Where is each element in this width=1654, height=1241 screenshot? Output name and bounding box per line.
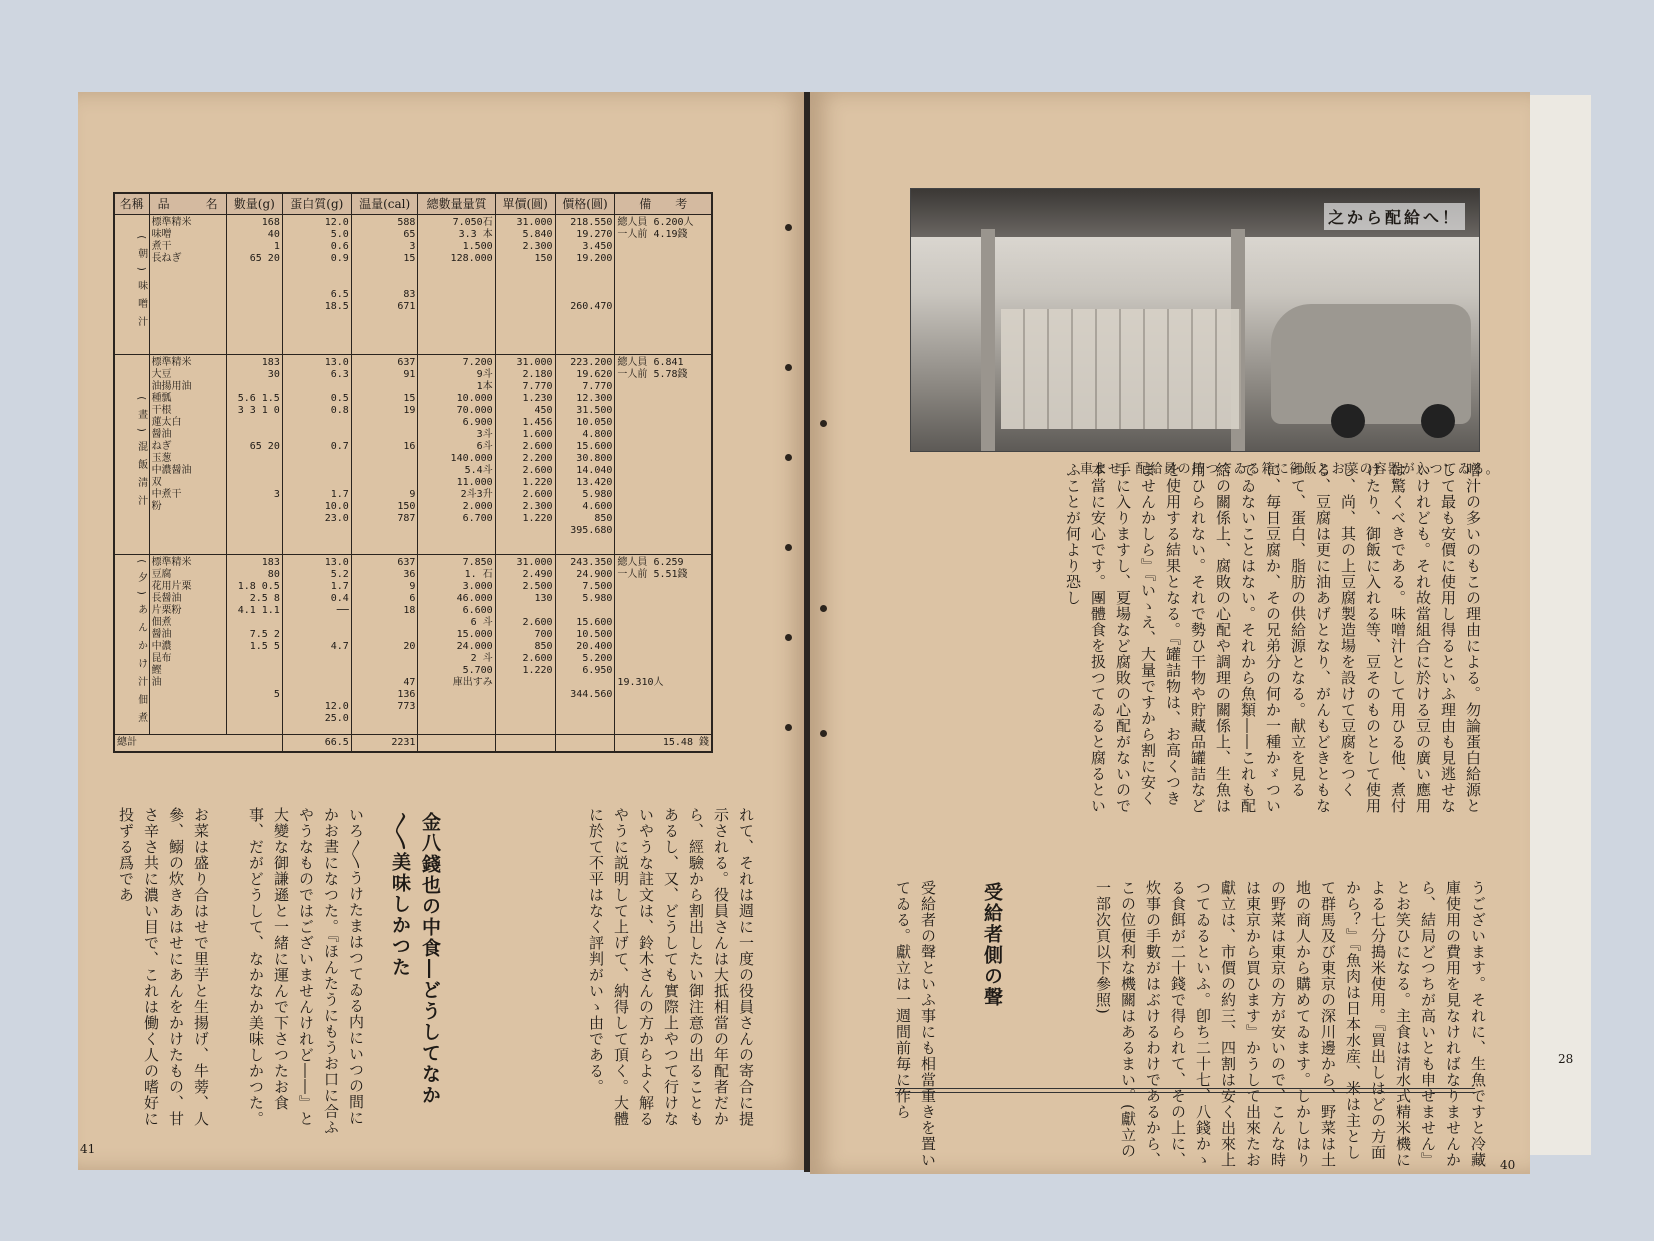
col-cal: 温量(cal) (351, 193, 418, 215)
total-cal: 2231 (351, 735, 418, 753)
group-name: (朝)味噌汁 (114, 215, 149, 355)
group-unit: 31.000 2.180 7.770 1.230 450 1.456 1.600 2.600 2.200 2.600 1.220 2.600 2.300 1.220 (495, 355, 555, 555)
table-header-row (114, 193, 712, 215)
group-total: 7.200 9斗 1本 10.000 70.000 6.900 3斗 6斗 140.000 5.4斗 11.000 2斗3升 2.000 6.700 (418, 355, 495, 555)
body-text-para1 (458, 807, 758, 1137)
total-label: 總計 (114, 735, 282, 753)
photo-crates (1001, 309, 1241, 429)
photo-title: 之から配給へ！ (1324, 203, 1465, 230)
section-heading: 金八錢也の中食―どうしてなか〳〵美味しかつた (389, 812, 441, 1106)
table-row (114, 555, 712, 735)
group-total: 7.850 1. 石 3.000 46.000 6.600 6 斗 15.000 24.000 2 斗 5.700 庫出すみ (418, 555, 495, 735)
page-number-left: 41 (80, 1142, 96, 1156)
group-items: 標準精米 豆腐 花用片栗 長醤油 片栗粉 佃煮 醤油 中濃 昆布 鰹 油 (149, 555, 226, 735)
body-text-lower: うございます。それに、生魚ですと冷藏庫使用の費用を見なければなりませんから、結局どつちが高いとも申せません』とお笑ひになる。主食は清水式精米機による七分搗米使用。『買出しはどの方面から？』『魚肉は日本水産、米は主として群馬及び東京の深川邊から、野菜は土地の商人から購めてゐます。しかしはりの野菜は東京の方が安いので、こんな時は東京から買ひます』かうして出來たお獻立は、市價の約三、四割は安く出來上つてゐるといふ。卽ち二十七、八錢かゝる食餌が二十錢で得られて、その上に、炊事の手數がはぶけるわけであるから、この位便利な機關はあるまい。(獻立の一部次頁以下參照) (1094, 880, 1487, 1168)
group-qty: 168 40 1 65 20 (226, 215, 282, 355)
menu-table (113, 192, 713, 753)
group-qty: 183 80 1.8 0.5 2.5 8 4.1 1.1 7.5 2 1.5 5 5 (226, 555, 282, 735)
page-number-edge: 28 (1558, 1052, 1574, 1066)
col-unit: 單價(圓) (495, 193, 555, 215)
body-text-lower2: 受給者の聲といふ事にも相當重きを置いてゐる。獻立は一週間前毎に作ら (894, 880, 937, 1168)
col-note: 備 考 (615, 193, 712, 215)
group-protein: 13.0 6.3 0.5 0.8 0.7 1.7 10.0 23.0 (282, 355, 351, 555)
group-note: 總人員 6.259 一人前 5.51錢 19.310人 (615, 555, 712, 735)
para1-text: れて、それは週に一度の役員さんの寄合に提示される。役員さんは大抵相當の年配者だから、經驗から割出したい御注意の出ることもあるし、又、どうしても實際上やつて行けないやうな註文は、鈴木さんの方からよく解るやうに説明して上げて、納得して頂く。大體に於て不平はなく評判がいゝ由であ (587, 807, 755, 1127)
group-protein: 12.0 5.0 0.6 0.9 6.5 18.5 (282, 215, 351, 355)
binding-hole (785, 224, 792, 231)
group-price: 223.200 19.620 7.770 12.300 31.500 10.050 4.800 15.600 30.800 14.040 13.420 5.980 4.600 850 395.680 (555, 355, 615, 555)
col-item: 品 名 (149, 193, 226, 215)
binding-hole (820, 730, 827, 737)
group-price: 243.350 24.900 7.500 5.980 15.600 10.500 20.400 5.200 6.950 344.560 (555, 555, 615, 735)
group-qty: 183 30 5.6 1.5 3 3 1 0 65 20 3 (226, 355, 282, 555)
group-name: (夕)あんかけ汁佃煮 (114, 555, 149, 735)
table-row (114, 215, 712, 355)
group-name: (晝)混飯清汁 (114, 355, 149, 555)
body-text-upper: 噌汁の多いのもこの理由による。勿論蛋白給源として最も安價に使用し得るといふ理由も見逃せないけれども。それ故當組合に於ける豆の廣い應用は驚くべきである。味噌汁として用ひる他、煮付けたり、御飯に入れる等、豆そのものとして使用し、尚、其の上豆腐製造場を設けて豆腐をつくる、豆腐は更に油あげとなり、がんもどきともなつて、蛋白、脂肪の供給源となる。献立を見るに、毎日豆腐か、その兄弟分の何か一種かゞついてゐないことはない。それから魚類――これも配給の關係上、腐敗の心配や調理の關係上、生魚は用ひられない。それで勢ひ干物や貯藏品罐詰などを使用する結果となる。『罐詰物は、お高くつきませんかしら』『いゝえ、大量ですから割に安く手に入りますし、夏場など腐敗の心配がないので本當に安心です。團體食を扱つてゐると腐るといふことが何より恐し (1064, 462, 1482, 814)
para1-end: る。 (587, 1063, 605, 1095)
binding-hole (820, 605, 827, 612)
body-text-para3: お菜は盛り合はせで里芋と生揚げ、牛蒡、人參、鰯の炊きあはせにあんをかけたもの、甘さ辛さ共に濃い目で、これは働く人の嗜好に投ずる爲であ (117, 807, 210, 1127)
group-note: 總人員 6.200人 一人前 4.19錢 (615, 215, 712, 355)
section-rule (895, 1088, 1475, 1093)
photo-wheel (1331, 404, 1365, 438)
group-items: 標準精米 大豆 油揚用油 種瓢 干根 蓮太白 醤油 ねぎ 玉葱 中濃醤油 双 中煮干 粉 (149, 355, 226, 555)
group-note: 總人員 6.841 一人前 5.78錢 (615, 355, 712, 555)
photo-wheel (1421, 404, 1455, 438)
table-row (114, 355, 712, 555)
binding-hole (785, 544, 792, 551)
group-items: 標準精米 味噌 煮干 長ねぎ (149, 215, 226, 355)
group-cal: 588 65 3 15 83 671 (351, 215, 418, 355)
binding-hole (785, 364, 792, 371)
total-protein: 66.5 (282, 735, 351, 753)
photo-caption: 車ませ。配給員の持つてゐる箱に御飯とお菜の容器が入つてゐる。 (1080, 462, 1500, 477)
group-total: 7.050石 3.3 本 1.500 128.000 (418, 215, 495, 355)
group-cal: 637 36 9 6 18 20 47 136 773 (351, 555, 418, 735)
total-note: 15.48 錢 (615, 735, 712, 753)
section-heading-2: 受給者側の聲 (981, 882, 1003, 1008)
binding-hole (785, 454, 792, 461)
left-page (78, 92, 808, 1170)
binding-hole (785, 724, 792, 731)
group-protein: 13.0 5.2 1.7 0.4 ── 4.7 12.0 25.0 (282, 555, 351, 735)
page-number-right: 40 (1500, 1158, 1516, 1172)
group-unit: 31.000 5.840 2.300 150 (495, 215, 555, 355)
group-unit: 31.000 2.490 2.500 130 2.600 700 850 2.600 1.220 (495, 555, 555, 735)
binding-hole (820, 420, 827, 427)
delivery-photo (910, 188, 1480, 452)
body-text-para2: いろ〳〵うけたまはつてゐる内にいつの間にかお晝になつた。『ほんたうにもうお口に合ふやうなものではございませんけれど――』と大變な御謙遜と一緒に運んで下さつたお食事、だがどうして、なかなか美味しかつた。 (247, 807, 365, 1136)
col-qty: 數量(g) (226, 193, 282, 215)
group-cal: 637 91 15 19 16 9 150 787 (351, 355, 418, 555)
col-name: 名稱 (114, 193, 149, 215)
photo-pillar (981, 229, 995, 451)
binding-hole (785, 634, 792, 641)
total-row (114, 735, 712, 753)
col-price: 價格(圓) (555, 193, 615, 215)
col-protein: 蛋白質(g) (282, 193, 351, 215)
col-total: 總數量量質 (418, 193, 495, 215)
group-price: 218.550 19.270 3.450 19.200 260.470 (555, 215, 615, 355)
